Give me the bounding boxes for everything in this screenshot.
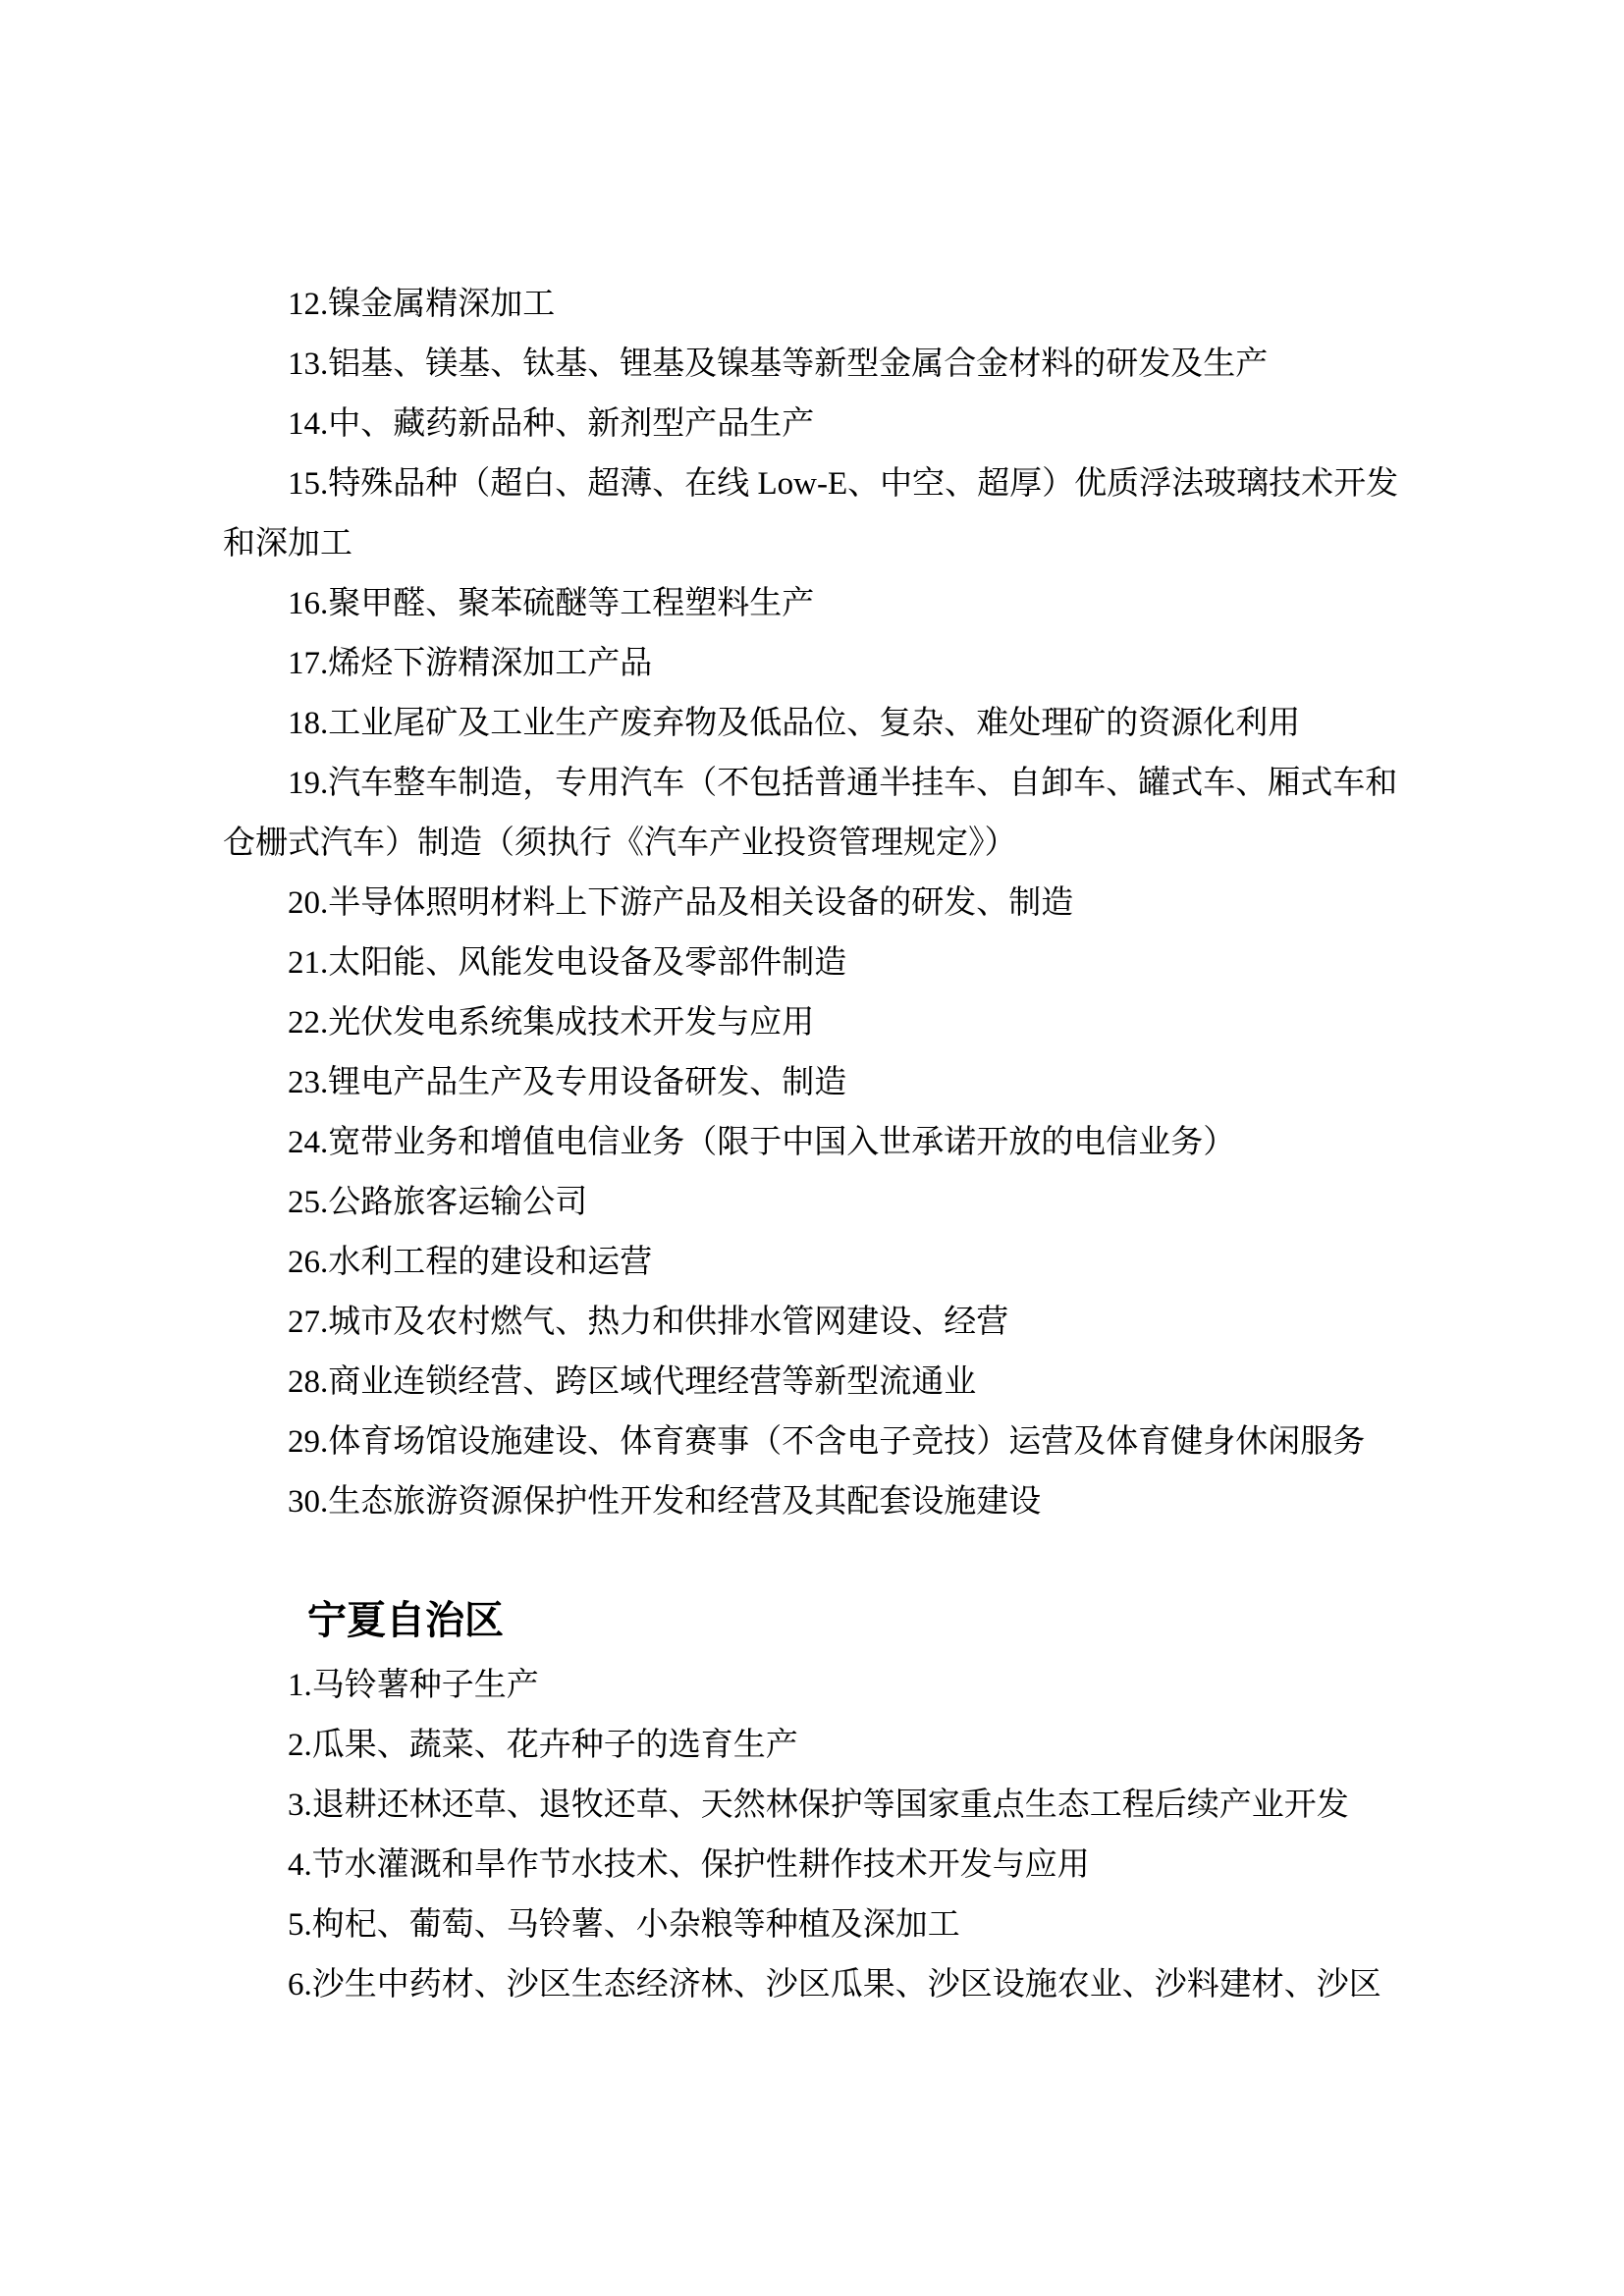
list-item-line: 6.沙生中药材、沙区生态经济林、沙区瓜果、沙区设施农业、沙料建材、沙区	[288, 1967, 1381, 2002]
policy-list-ningxia	[223, 1656, 1402, 2015]
list-item-line: 21.太阳能、风能发电设备及零部件制造	[288, 945, 847, 981]
list-item-line: 4.节水灌溉和旱作节水技术、保护性耕作技术开发与应用	[288, 1847, 1090, 1883]
list-item-line: 仓栅式汽车）制造（须执行《汽车产业投资管理规定》）	[223, 826, 1017, 861]
list-item	[223, 275, 1402, 335]
list-item	[223, 934, 1402, 993]
list-item	[223, 1472, 1402, 1532]
list-item	[223, 1293, 1402, 1353]
list-item	[223, 574, 1402, 634]
list-item	[223, 335, 1402, 395]
list-item	[223, 874, 1402, 934]
list-item-line: 1.马铃薯种子生产	[288, 1668, 539, 1703]
list-item	[223, 1113, 1402, 1173]
list-item-line: 28.商业连锁经营、跨区域代理经营等新型流通业	[288, 1364, 977, 1400]
page-content	[223, 275, 1402, 2015]
list-item	[223, 1716, 1402, 1776]
list-item	[223, 1233, 1402, 1293]
list-item	[223, 1053, 1402, 1113]
list-item-line: 5.枸杞、葡萄、马铃薯、小杂粮等种植及深加工	[288, 1907, 960, 1943]
list-item	[223, 1656, 1402, 1716]
list-item-line: 29.体育场馆设施建设、体育赛事（不含电子竞技）运营及体育健身休闲服务	[288, 1424, 1366, 1460]
list-item-line: 15.特殊品种（超白、超薄、在线 Low-E、中空、超厚）优质浮法玻璃技术开发	[288, 466, 1399, 502]
list-item-line: 25.公路旅客运输公司	[288, 1185, 588, 1220]
list-item-line: 23.锂电产品生产及专用设备研发、制造	[288, 1065, 847, 1100]
list-item	[223, 454, 1402, 574]
section-heading-ningxia: 宁夏自治区	[307, 1599, 504, 1642]
list-item-line: 17.烯烃下游精深加工产品	[288, 646, 653, 681]
list-item-line: 13.铝基、镁基、钛基、锂基及镍基等新型金属合金材料的研发及生产	[288, 347, 1269, 382]
list-item-line: 30.生态旅游资源保护性开发和经营及其配套设施建设	[288, 1484, 1042, 1520]
list-item-line: 和深加工	[223, 526, 352, 561]
list-item-line: 24.宽带业务和增值电信业务（限于中国入世承诺开放的电信业务）	[288, 1125, 1236, 1160]
list-item-line: 27.城市及农村燃气、热力和供排水管网建设、经营	[288, 1305, 1009, 1340]
list-item-line: 14.中、藏药新品种、新剂型产品生产	[288, 406, 815, 442]
list-item	[223, 1776, 1402, 1836]
list-item	[223, 1836, 1402, 1896]
list-item-line: 19.汽车整车制造，专用汽车（不包括普通半挂车、自卸车、罐式车、厢式车和	[288, 766, 1398, 801]
list-item	[223, 395, 1402, 454]
list-item-line: 26.水利工程的建设和运营	[288, 1245, 653, 1280]
list-item	[223, 1173, 1402, 1233]
list-item	[223, 694, 1402, 754]
list-item	[223, 1413, 1402, 1472]
list-item-line: 20.半导体照明材料上下游产品及相关设备的研发、制造	[288, 885, 1074, 921]
list-item-line: 12.镍金属精深加工	[288, 287, 556, 322]
list-item-line: 16.聚甲醛、聚苯硫醚等工程塑料生产	[288, 586, 815, 621]
list-item-line: 2.瓜果、蔬菜、花卉种子的选育生产	[288, 1728, 798, 1763]
list-item	[223, 1353, 1402, 1413]
list-item	[223, 634, 1402, 694]
list-item	[223, 1955, 1402, 2015]
list-item-line: 3.退耕还林还草、退牧还草、天然林保护等国家重点生态工程后续产业开发	[288, 1788, 1349, 1823]
list-item-line: 18.工业尾矿及工业生产废弃物及低品位、复杂、难处理矿的资源化利用	[288, 706, 1301, 741]
list-item	[223, 1896, 1402, 1955]
list-item	[223, 754, 1402, 874]
list-item-line: 22.光伏发电系统集成技术开发与应用	[288, 1005, 815, 1041]
list-item	[223, 993, 1402, 1053]
policy-list-continued	[223, 275, 1402, 1532]
